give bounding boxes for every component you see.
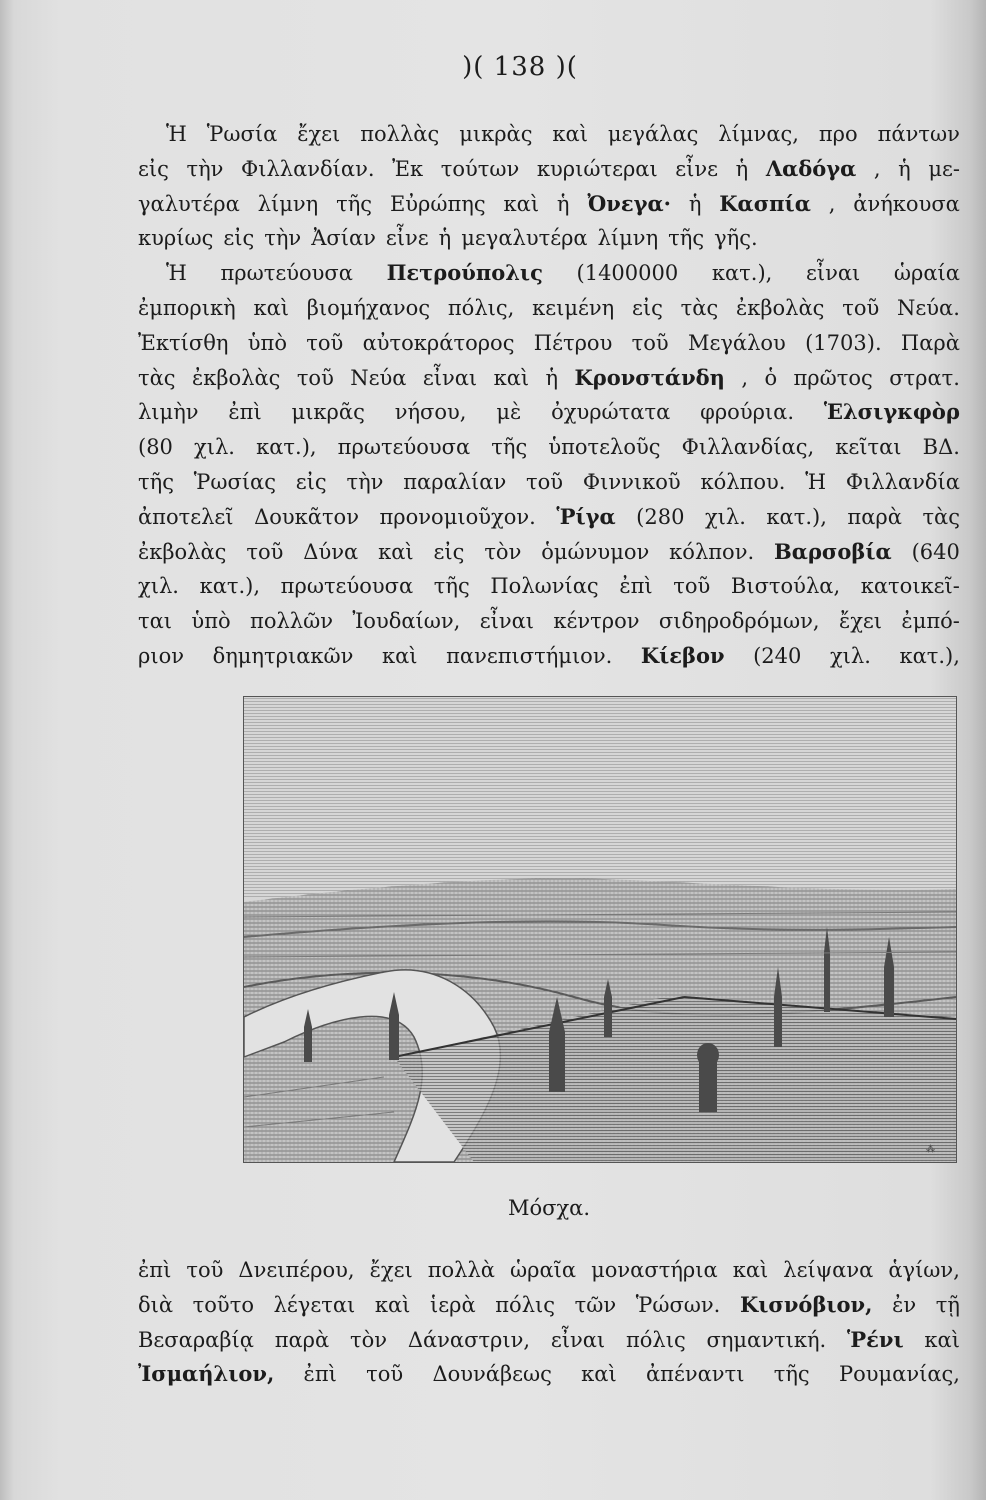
word: Ῥωσίας [193, 469, 276, 494]
bold-term: Βαρσοβία [774, 538, 892, 564]
word: (280 [636, 504, 685, 529]
word: λέγεται [273, 1292, 356, 1317]
word: εἶνε [385, 226, 429, 251]
text-line [138, 326, 960, 361]
word: Ῥώσων. [635, 1292, 721, 1317]
word: κόλπον. [669, 539, 755, 564]
word: ἱερὰ [430, 1292, 476, 1317]
word: Ῥωσία [206, 122, 278, 146]
word: ἔχει [369, 1258, 413, 1282]
word: , [873, 156, 881, 181]
word: μικρὰς [459, 122, 533, 146]
word: ὑποτελοῦς [548, 435, 661, 460]
word: κυρίως [138, 226, 214, 251]
bold-term: Κισνόβιον, [739, 1291, 873, 1317]
word: τῇ [935, 1292, 960, 1317]
word: τὰς [922, 504, 960, 529]
word: μοναστήρια [591, 1258, 718, 1282]
word: εἶναι [479, 609, 535, 634]
word: ΒΔ. [922, 435, 960, 460]
word: ριον [138, 643, 184, 668]
word: τῆς [336, 191, 373, 216]
text-line [138, 221, 960, 256]
paragraph-top [138, 117, 960, 674]
word: Βιστούλα, [730, 574, 841, 599]
word: κειμένη [532, 295, 615, 320]
word: εἶναι [805, 261, 861, 286]
word: κατ.), [256, 435, 317, 460]
word: λείψανα [783, 1258, 874, 1282]
word: Εὐρώπης [389, 191, 486, 216]
word: πρωτεύουσα [280, 574, 414, 599]
word: τοῦτο [192, 1292, 254, 1317]
word: προ [818, 122, 858, 146]
word: σιδηροδρόμων, [658, 609, 820, 634]
word: Δάναστριν, [407, 1327, 531, 1352]
word: τὰς [138, 365, 176, 390]
word: λιμὴν [138, 400, 199, 425]
figure-caption: Μόσχα. [507, 1196, 591, 1220]
word: Δνειπέρου, [238, 1258, 355, 1282]
word: Φιλλανδίας, [681, 435, 815, 460]
word: τῆς [433, 574, 470, 599]
word: κέντρον [553, 609, 640, 634]
word: τὴν [346, 469, 384, 494]
bold-term: Κασπία [719, 190, 811, 216]
word: (1703). [805, 330, 882, 355]
word: τὴν [264, 226, 302, 251]
word: ἐμπορικὴ [138, 295, 236, 320]
word: εἰς [295, 469, 327, 494]
word: πολλὰς [360, 122, 440, 146]
word: Δύνα [303, 539, 359, 564]
word: κεῖται [835, 435, 902, 460]
word: προνομιοῦχον. [379, 504, 536, 529]
word: τῆς [491, 435, 528, 460]
word: εἰς [223, 226, 255, 251]
text-line [138, 152, 960, 187]
text-line [138, 395, 960, 430]
word: τῆς [138, 469, 174, 494]
text-line [138, 1357, 960, 1392]
word: γαλυτέρα [138, 191, 240, 216]
word: Νεύα. [897, 295, 960, 320]
word: Πέτρου [533, 330, 613, 355]
word: καὶ [493, 365, 530, 390]
text-line [138, 187, 960, 222]
word: κατοικεῖ- [860, 574, 960, 599]
word: πρωτεύουσα [220, 261, 353, 286]
text-line [138, 291, 960, 326]
word: Ἡ [166, 122, 187, 146]
word: ἡ [898, 156, 911, 181]
word: καὶ [378, 539, 414, 564]
word: παρὰ [274, 1327, 330, 1352]
word: πρῶτος [793, 365, 873, 390]
word: εἰς [138, 156, 169, 181]
word: (1400000 [576, 261, 679, 286]
text-line [138, 569, 960, 604]
word: πόλις [495, 1292, 555, 1317]
text-line [138, 117, 960, 152]
word: Βεσαραβίᾳ [138, 1327, 254, 1352]
text-line [138, 1288, 960, 1323]
word: (240 [753, 643, 802, 668]
word: (640 [911, 539, 960, 564]
word: κατ.), [899, 643, 960, 668]
word: τοῦ [631, 330, 669, 355]
word: ὁμώνυμον [541, 539, 650, 564]
word: ἀπέναντι [646, 1362, 745, 1387]
word: αὐτοκράτορος [362, 330, 515, 355]
bold-term: Πετρούπολις [386, 260, 543, 286]
word: δημητριακῶν [212, 643, 354, 668]
moscow-cityscape-illustration [244, 697, 956, 1162]
bold-term: Ἰσμαήλιον, [138, 1361, 275, 1387]
word: ἐμπό- [901, 609, 960, 634]
word: εἶναι [550, 1327, 606, 1352]
word: ἔχει [838, 609, 883, 634]
word: καὶ [503, 191, 540, 216]
text-line [138, 639, 960, 674]
word: τῆς [668, 226, 705, 251]
word: τοῦ [366, 1362, 404, 1387]
word: ἡ [545, 365, 559, 390]
word: Παρὰ [900, 330, 960, 355]
word: τοῦ [296, 365, 334, 390]
word: χιλ. [704, 504, 746, 529]
word: τοῦ [842, 295, 880, 320]
word: διὰ [138, 1292, 174, 1317]
word: εἰς [433, 539, 465, 564]
text-line [138, 361, 960, 396]
word: ἐπὶ [303, 1362, 337, 1387]
word: ὡραῖα [510, 1258, 577, 1282]
word: καὶ [924, 1327, 960, 1352]
word: Δουνάβεως [432, 1362, 552, 1387]
word: πάντων [877, 122, 960, 146]
word: ἐκβολὰς [736, 295, 825, 320]
word: ἐκβολὰς [138, 539, 227, 564]
bold-term: Ἑλσιγκφὸρ [823, 399, 960, 425]
word: Ἰουδαίων, [352, 609, 461, 634]
word: , [828, 191, 836, 216]
text-line [138, 1323, 960, 1358]
word: τοῦ [186, 1258, 224, 1282]
word: λίμνας, [718, 122, 799, 146]
text-line [138, 465, 960, 500]
bold-term: Κρονστάνδη [574, 364, 725, 390]
text-line [138, 535, 960, 570]
bold-term: Ῥένι [847, 1326, 904, 1352]
moscow-engraving-figure [243, 696, 957, 1163]
word: μεγάλας [607, 122, 699, 146]
word: καὶ [732, 1258, 769, 1282]
text-line [138, 500, 960, 535]
word: Μεγάλου [687, 330, 786, 355]
bold-term: Ὀνεγα· [587, 190, 671, 216]
word: Νεύα [350, 365, 407, 390]
word: κόλπου. [700, 469, 786, 494]
word: ἡ [438, 226, 452, 251]
word: παρὰ [847, 504, 902, 529]
svg-text:⁂: ⁂ [926, 1145, 935, 1155]
word: τῆς [773, 1362, 810, 1387]
word: πόλις, [447, 295, 515, 320]
text-line [138, 256, 960, 291]
word: ἐπὶ [138, 1258, 172, 1282]
page-number: )( 138 )( [462, 52, 578, 82]
word: φρούρια. [700, 400, 795, 425]
word: κυριώτεραι [536, 156, 658, 181]
word: Φιλλανδία [845, 469, 960, 494]
word: ὀχυρώτατα [551, 400, 671, 425]
word: τοῦ [246, 539, 284, 564]
word: ἀνήκουσα [853, 191, 960, 216]
word: καὶ [374, 1292, 411, 1317]
word: Ρουμανίας, [838, 1362, 960, 1387]
word: τὸν [484, 539, 522, 564]
word: ὡραία [893, 261, 960, 286]
word: Δουκᾶτον [254, 504, 359, 529]
word: χιλ. [138, 574, 179, 599]
word: εἶνε [675, 156, 719, 181]
word: ἐν [892, 1292, 917, 1317]
word: τούτων [440, 156, 520, 181]
word: γῆς. [714, 226, 758, 251]
word: καὶ [581, 1362, 617, 1387]
word: εἶναι [422, 365, 478, 390]
word: πολλῶν [250, 609, 333, 634]
word: μικρᾶς [291, 400, 365, 425]
word: λίμνη [257, 191, 319, 216]
paragraph-bottom [138, 1253, 960, 1392]
word: ὑπὸ [191, 609, 231, 634]
word: πόλις [625, 1327, 686, 1352]
word: Ἡ [166, 261, 187, 286]
word: ἐκβολὰς [191, 365, 281, 390]
word: καὶ [253, 295, 289, 320]
word: τοῦ [673, 574, 711, 599]
word: τῶν [574, 1292, 617, 1317]
word: με- [928, 156, 960, 181]
word: πολλὰ [427, 1258, 495, 1282]
word: ὑπὸ [247, 330, 287, 355]
text-line [138, 604, 960, 639]
word: ἡ [735, 156, 749, 181]
word: σημαντική. [706, 1327, 827, 1352]
text-line [138, 1253, 960, 1288]
word: Φιννικοῦ [582, 469, 681, 494]
word: ται [138, 609, 173, 634]
word: καὶ [381, 643, 418, 668]
bold-term: Κίεβον [640, 642, 725, 668]
word: ὁ [764, 365, 778, 390]
word: κατ.), [199, 574, 261, 599]
word: κατ.), [711, 261, 773, 286]
word: πρωτεύουσα [337, 435, 471, 460]
bold-term: Ῥίγα [556, 503, 616, 529]
word: παραλίαν [403, 469, 507, 494]
word: βιομήχανος [306, 295, 431, 320]
word: χιλ. [829, 643, 871, 668]
word: πανεπιστήμιον. [446, 643, 613, 668]
word: Φιλλανδίαν. [241, 156, 375, 181]
word: ἀποτελεῖ [138, 504, 234, 529]
word: καὶ [552, 122, 588, 146]
word: τοῦ [306, 330, 344, 355]
word: τὰς [680, 295, 719, 320]
word: ἁγίων, [888, 1258, 960, 1282]
word: ἔχει [297, 122, 341, 146]
word: στρατ. [889, 365, 960, 390]
word: κατ.), [766, 504, 827, 529]
word: Ἐκ [392, 156, 424, 181]
word: ἐπὶ [619, 574, 653, 599]
word: Ἀσίαν [311, 226, 376, 251]
word: μὲ [496, 400, 522, 425]
word: εἰς [632, 295, 663, 320]
word: ἡ [688, 191, 702, 216]
word: ἡ [556, 191, 570, 216]
word: νήσου, [394, 400, 467, 425]
word: (80 [138, 435, 173, 460]
word: Ἡ [805, 469, 827, 494]
word: μεγαλυτέρα [461, 226, 588, 251]
word: , [741, 365, 749, 390]
word: Πολωνίας [490, 574, 599, 599]
word: τὸν [350, 1327, 388, 1352]
word: λίμνη [597, 226, 659, 251]
text-line [138, 430, 960, 465]
word: τὴν [186, 156, 224, 181]
word: ἐπὶ [228, 400, 262, 425]
word: χιλ. [194, 435, 235, 460]
bold-term: Λαδόγα [765, 155, 857, 181]
word: τοῦ [526, 469, 564, 494]
word: Ἐκτίσθη [138, 330, 229, 355]
